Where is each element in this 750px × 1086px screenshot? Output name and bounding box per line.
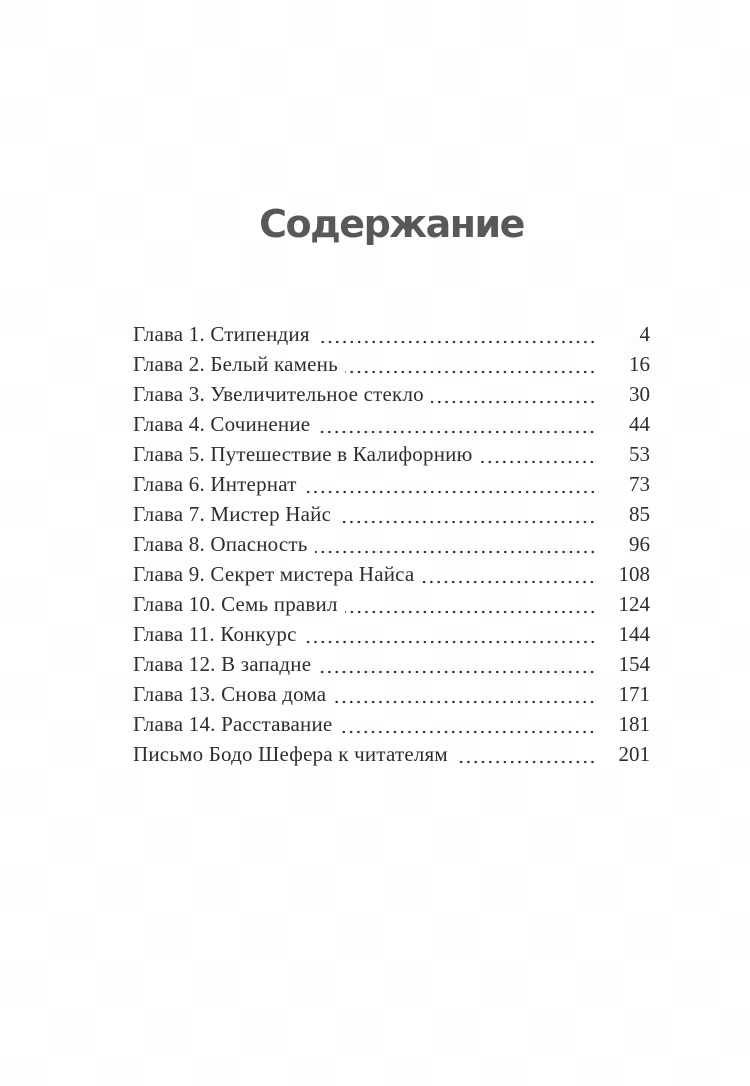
dot-leader xyxy=(339,712,597,742)
toc-entry-page: 30 xyxy=(629,382,650,406)
toc-entry-page: 108 xyxy=(618,562,650,586)
toc-entry xyxy=(133,322,650,352)
toc-entry-page: 16 xyxy=(629,352,650,376)
toc-entry-page: 85 xyxy=(629,502,650,526)
toc-entry-label: Глава 9. Секрет мистера Найса xyxy=(133,562,415,586)
toc-entry-label: Глава 7. Мистер Найс xyxy=(133,502,332,526)
toc-entry-page: 124 xyxy=(618,592,650,616)
toc-entry xyxy=(133,562,650,592)
toc-entry-label: Глава 5. Путешествие в Калифорнию xyxy=(133,442,473,466)
toc-entry xyxy=(133,412,650,442)
toc-entry-label: Глава 12. В западне xyxy=(133,652,312,676)
toc-entry-label: Глава 13. Снова дома xyxy=(133,682,327,706)
toc-entry-page: 201 xyxy=(618,742,650,766)
toc-entry xyxy=(133,712,650,742)
page-title: Содержание xyxy=(259,202,524,246)
toc-entry-page: 154 xyxy=(618,652,650,676)
toc-entry-page: 73 xyxy=(629,472,650,496)
toc-entry-page: 171 xyxy=(618,682,650,706)
toc-entry-page: 4 xyxy=(639,322,650,346)
dot-leader xyxy=(318,652,597,682)
toc-entry xyxy=(133,472,650,502)
dot-leader xyxy=(479,442,597,472)
toc-entry xyxy=(133,442,650,472)
toc-entry-page: 181 xyxy=(618,712,650,736)
toc-entry-page: 53 xyxy=(629,442,650,466)
toc-entry-label: Письмо Бодо Шефера к читателям xyxy=(133,742,448,766)
table-of-contents xyxy=(133,322,650,772)
toc-entry-label: Глава 1. Стипендия xyxy=(133,322,310,346)
toc-entry-label: Глава 6. Интернат xyxy=(133,472,297,496)
dot-leader xyxy=(317,322,597,352)
dot-leader xyxy=(345,592,597,622)
toc-entry-label: Глава 4. Сочинение xyxy=(133,412,311,436)
dot-leader xyxy=(431,382,597,412)
toc-entry-label: Глава 10. Семь правил xyxy=(133,592,338,616)
toc-entry-page: 144 xyxy=(618,622,650,646)
toc-entry-label: Глава 2. Белый камень xyxy=(133,352,338,376)
toc-entry xyxy=(133,742,650,772)
toc-entry-label: Глава 8. Опасность xyxy=(133,532,308,556)
toc-entry xyxy=(133,682,650,712)
dot-leader xyxy=(345,352,597,382)
dot-leader xyxy=(304,472,597,502)
toc-entry xyxy=(133,382,650,412)
dot-leader xyxy=(317,412,597,442)
dot-leader xyxy=(304,622,597,652)
toc-entry-label: Глава 14. Расставание xyxy=(133,712,333,736)
toc-entry xyxy=(133,502,650,532)
dot-leader xyxy=(315,532,597,562)
toc-entry-page: 44 xyxy=(629,412,650,436)
dot-leader xyxy=(421,562,597,592)
toc-entry xyxy=(133,592,650,622)
toc-entry xyxy=(133,532,650,562)
toc-entry xyxy=(133,622,650,652)
toc-entry xyxy=(133,652,650,682)
toc-entry-label: Глава 3. Увеличительное стекло xyxy=(133,382,424,406)
dot-leader xyxy=(455,742,597,772)
toc-entry-page: 96 xyxy=(629,532,650,556)
toc-entry xyxy=(133,352,650,382)
toc-entry-label: Глава 11. Конкурс xyxy=(133,622,297,646)
dot-leader xyxy=(338,502,597,532)
dot-leader xyxy=(333,682,597,712)
